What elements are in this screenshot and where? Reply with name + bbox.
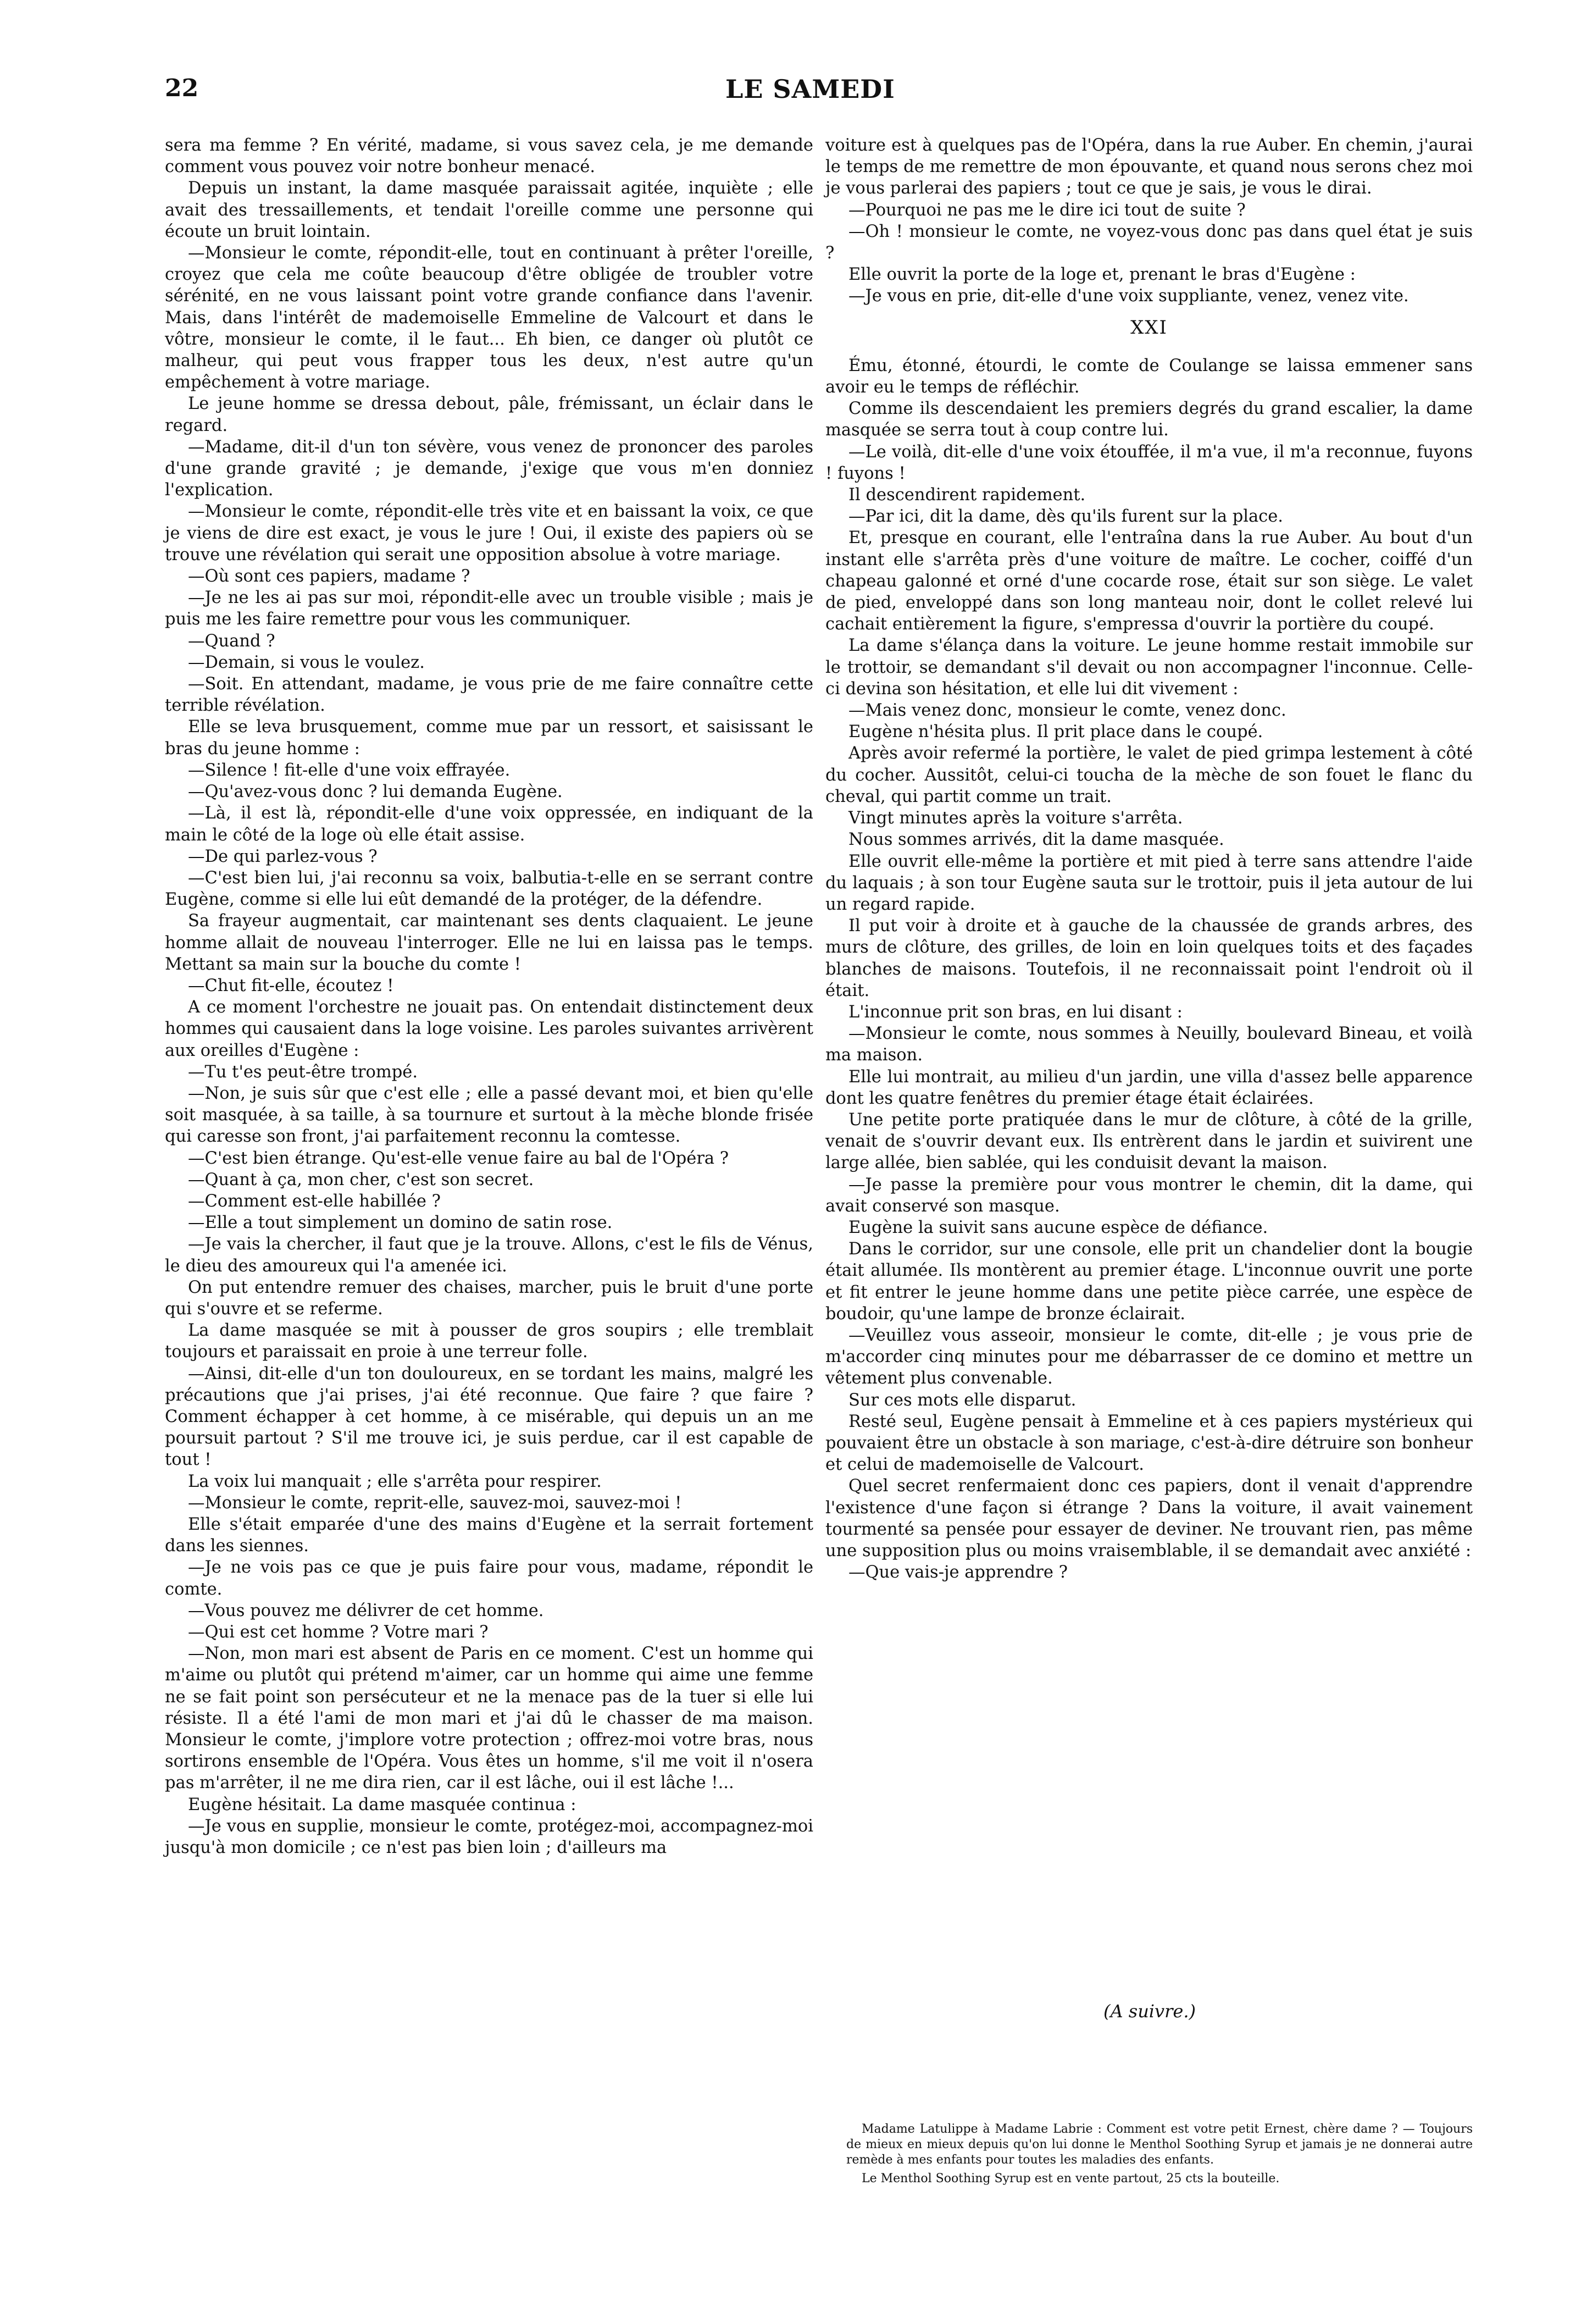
paragraph: Ému, étonné, étourdi, le comte de Coulange se laissa emmener sans avoir eu le temps de réfléchir.	[825, 356, 1473, 397]
paragraph: —Où sont ces papiers, madame ?	[188, 567, 470, 586]
paragraph: —Je vais la chercher, il faut que je la trouve. Allons, c'est le fils de Vénus, le dieu des amoureux qui l'a amenée ici.	[165, 1235, 813, 1276]
paragraph: —Comment est-elle habillée ?	[188, 1191, 441, 1211]
paragraph: —Je ne vois pas ce que je puis faire pour vous, madame, répondit le comte.	[165, 1558, 813, 1599]
paragraph: Elle ouvrit la porte de la loge et, prenant le bras d'Eugène :	[848, 265, 1356, 285]
paragraph: —Qu'avez-vous donc ? lui demanda Eugène.	[188, 782, 563, 802]
paragraph: —Monsieur le comte, répondit-elle très vite et en baissant la voix, ce que je viens de dire est exact, je vous le jure ! Oui, il existe des papiers où se trouve une révélation qui serait une opposition absolue à votre mariage.	[165, 502, 813, 565]
paragraph: —Par ici, dit la dame, dès qu'ils furent sur la place.	[848, 507, 1284, 527]
paragraph: A ce moment l'orchestre ne jouait pas. On entendait distinctement deux hommes qui causaient dans la loge voisine. Les paroles suivantes arrivèrent aux oreilles d'Eugène :	[165, 998, 813, 1060]
paragraph: Après avoir refermé la portière, le valet de pied grimpa lestement à côté du cocher. Aussitôt, celui-ci toucha de la mèche de son fouet le flanc du cheval, qui partit comme un trait.	[825, 744, 1473, 806]
paragraph: —Que vais-je apprendre ?	[848, 1563, 1068, 1582]
advertisement	[846, 2122, 1473, 2190]
paragraph: Il descendirent rapidement.	[848, 485, 1086, 505]
paragraph: Depuis un instant, la dame masquée paraissait agitée, inquiète ; elle avait des tressaillements, et tendait l'oreille comme une personne qui écoute un bruit lointain.	[165, 179, 813, 241]
paragraph: Nous sommes arrivés, dit la dame masquée.	[848, 830, 1224, 850]
page-number: 22	[165, 74, 199, 102]
paragraph: La dame masquée se mit à pousser de gros soupirs ; elle tremblait toujours et paraissait en proie à une terreur folle.	[165, 1321, 813, 1362]
paragraph: —Soit. En attendant, madame, je vous prie de me faire connaître cette terrible révélation.	[165, 674, 813, 716]
paragraph: Resté seul, Eugène pensait à Emmeline et à ces papiers mystérieux qui pouvaient être un obstacle à son mariage, c'est-à-dire détruire son bonheur et celui de mademoiselle de Valcourt.	[825, 1412, 1473, 1475]
paragraph: sera ma femme ? En vérité, madame, si vous savez cela, je me demande comment vous pouvez voir notre bonheur menacé.	[165, 136, 813, 177]
paragraph: —Monsieur le comte, reprit-elle, sauvez-moi, sauvez-moi !	[188, 1493, 682, 1513]
paragraph: —Monsieur le comte, nous sommes à Neuilly, boulevard Bineau, et voilà ma maison.	[825, 1024, 1473, 1065]
paragraph: La dame s'élança dans la voiture. Le jeune homme restait immobile sur le trottoir, se demandant s'il devait ou non accompagner l'inconnue. Celle-ci devina son hésitation, et elle lui dit vivement :	[825, 636, 1473, 699]
paragraph: —Non, mon mari est absent de Paris en ce moment. C'est un homme qui m'aime ou plutôt qui prétend m'aimer, car un homme qui aime une femme ne se fait point son persécuteur et ne la menace pas de la tuer si elle lui résiste. Il a été l'ami de mon mari et j'ai dû le chasser de ma maison. Monsieur le comte, j'implore votre protection ; offrez-moi votre bras, nous sortirons ensemble de l'Opéra. Vous êtes un homme, s'il me voit il n'osera pas m'arrêter, il ne me dira rien, car il est lâche, oui il est lâche !...	[165, 1644, 813, 1793]
paragraph: —Je ne les ai pas sur moi, répondit-elle avec un trouble visible ; mais je puis me les faire remettre pour vous les communiquer.	[165, 588, 813, 629]
paragraph: —Silence ! fit-elle d'une voix effrayée.	[188, 760, 511, 780]
paragraph: —C'est bien étrange. Qu'est-elle venue faire au bal de l'Opéra ?	[188, 1148, 729, 1168]
paragraph: —Qui est cet homme ? Votre mari ?	[188, 1623, 489, 1642]
paragraph: voiture est à quelques pas de l'Opéra, dans la rue Auber. En chemin, j'aurai le temps de me remettre de mon épouvante, et quand nous serons chez moi je vous parlerai des papiers ; tout ce que je sais, je vous le dirai.	[825, 136, 1473, 198]
paragraph: —Je vous en supplie, monsieur le comte, protégez-moi, accompagnez-moi jusqu'à mon domicile ; ce n'est pas bien loin ; d'ailleurs ma	[165, 1816, 813, 1858]
paragraph: Elle s'était emparée d'une des mains d'Eugène et la serrait fortement dans les siennes.	[165, 1515, 813, 1556]
paragraph: —Là, il est là, répondit-elle d'une voix oppressée, en indiquant de la main le côté de la loge où elle était assise.	[165, 804, 813, 845]
paragraph: Sa frayeur augmentait, car maintenant ses dents claquaient. Le jeune homme allait de nouveau l'interroger. Elle ne lui en laissa pas le temps. Mettant sa main sur la bouche du comte !	[165, 911, 813, 974]
paragraph: Eugène la suivit sans aucune espèce de défiance.	[848, 1218, 1268, 1237]
left-column	[165, 135, 813, 1858]
paragraph: —Elle a tout simplement un domino de satin rose.	[188, 1213, 613, 1233]
paragraph: —Vous pouvez me délivrer de cet homme.	[188, 1601, 544, 1620]
page-title: LE SAMEDI	[725, 74, 895, 104]
paragraph: —Quand ?	[188, 631, 275, 651]
paragraph: —Je vous en prie, dit-elle d'une voix suppliante, venez, venez vite.	[848, 286, 1409, 306]
paragraph: Comme ils descendaient les premiers degrés du grand escalier, la dame masquée se serra tout à coup contre lui.	[825, 399, 1473, 440]
paragraph: —Madame, dit-il d'un ton sévère, vous venez de prononcer des paroles d'une grande gravité ; je demande, j'exige que vous m'en donniez l'explication.	[165, 437, 813, 500]
paragraph: On put entendre remuer des chaises, marcher, puis le bruit d'une porte qui s'ouvre et se referme.	[165, 1277, 813, 1319]
paragraph: —Ainsi, dit-elle d'un ton douloureux, en se tordant les mains, malgré les précautions que j'ai prises, j'ai été reconnue. Que faire ? que faire ? Comment échapper à cet homme, à ce misérable, qui depuis un an me poursuit partout ? S'il me trouve ici, je suis perdue, car il est capable de tout !	[165, 1364, 813, 1470]
paragraph: —Veuillez vous asseoir, monsieur le comte, dit-elle ; je vous prie de m'accorder cinq minutes pour me débarrasser de ce domino et mettre un vêtement plus convenable.	[825, 1325, 1473, 1388]
paragraph: Il put voir à droite et à gauche de la chaussée de grands arbres, des murs de clôture, des grilles, de loin en loin quelques toits et des façades blanches de maisons. Toutefois, il ne reconnaissait point l'endroit où il était.	[825, 916, 1473, 1000]
paragraph: Une petite porte pratiquée dans le mur de clôture, à côté de la grille, venait de s'ouvrir devant eux. Ils entrèrent dans le jardin et suivirent une large allée, bien sablée, qui les conduisit devant la maison.	[825, 1110, 1473, 1173]
paragraph: La voix lui manquait ; elle s'arrêta pour respirer.	[188, 1471, 602, 1491]
advertisement-footer: Le Menthol Soothing Syrup est en vente partout, 25 cts la bouteille.	[862, 2172, 1280, 2185]
chapter-heading: XXI	[1130, 316, 1168, 339]
to-be-continued: (A suivre.)	[1103, 2001, 1196, 2022]
paragraph: L'inconnue prit son bras, en lui disant :	[848, 1002, 1183, 1022]
paragraph: —Demain, si vous le voulez.	[188, 652, 425, 672]
paragraph: —Le voilà, dit-elle d'une voix étouffée, il m'a vue, il m'a reconnue, fuyons ! fuyons !	[825, 442, 1473, 483]
paragraph: Elle se leva brusquement, comme mue par un ressort, et saisissant le bras du jeune homme :	[165, 717, 813, 759]
paragraph: —Non, je suis sûr que c'est elle ; elle a passé devant moi, et bien qu'elle soit masquée, à sa taille, à sa tournure et surtout à la mèche blonde frisée qui caresse son front, j'ai parfaitement reconnu la comtesse.	[165, 1083, 813, 1147]
paragraph: —Je passe la première pour vous montrer le chemin, dit la dame, qui avait conservé son masque.	[825, 1175, 1473, 1216]
paragraph: —Monsieur le comte, répondit-elle, tout en continuant à prêter l'oreille, croyez que cela me coûte beaucoup d'être obligée de troubler votre sérénité, en ne vous laissant point votre grande confiance dans l'avenir. Mais, dans l'intérêt de mademoiselle Emmeline de Valcourt et dans le vôtre, monsieur le comte, il le faut... Eh bien, ce danger où plutôt ce malheur, qui peut vous frapper tous les deux, n'est autre qu'un empêchement à votre mariage.	[165, 244, 813, 392]
paragraph: Et, presque en courant, elle l'entraîna dans la rue Auber. Au bout d'un instant elle s'arrêta près d'une voiture de maître. Le cocher, coiffé d'un chapeau galonné et orné d'une cocarde rose, était sur son siège. Le valet de pied, enveloppé dans son long manteau noir, dont le collet relevé lui cachait entièrement la figure, s'empressa d'ouvrir la portière du coupé.	[825, 528, 1473, 634]
paragraph: —Quant à ça, mon cher, c'est son secret.	[188, 1170, 534, 1189]
paragraph: —Pourquoi ne pas me le dire ici tout de suite ?	[848, 200, 1246, 220]
paragraph: Le jeune homme se dressa debout, pâle, frémissant, un éclair dans le regard.	[165, 394, 813, 435]
paragraph: Elle ouvrit elle-même la portière et mit pied à terre sans attendre l'aide du laquais ; à son tour Eugène sauta sur le trottoir, puis il jeta autour de lui un regard rapide.	[825, 851, 1473, 914]
right-column	[825, 135, 1473, 1583]
paragraph: Dans le corridor, sur une console, elle prit un chandelier dont la bougie était allumée. Ils montèrent au premier étage. L'inconnue ouvrit une porte et fit entrer le jeune homme dans une petite pièce carrée, une espèce de boudoir, qu'une lampe de bronze éclairait.	[825, 1240, 1473, 1324]
paragraph: Quel secret renfermaient donc ces papiers, dont il venait d'apprendre l'existence d'une façon si étrange ? Dans la voiture, il avait vainement tourmenté sa pensée pour essayer de deviner. Ne trouvant rien, pas même une supposition plus ou moins vraisemblable, il se demandait avec anxiété :	[825, 1476, 1473, 1561]
paragraph: —De qui parlez-vous ?	[188, 846, 378, 866]
paragraph: Vingt minutes après la voiture s'arrêta.	[848, 809, 1183, 828]
paragraph: —Tu t'es peut-être trompé.	[188, 1062, 418, 1082]
paragraph: Eugène hésitait. La dame masquée continua :	[188, 1795, 576, 1814]
paragraph: —Chut fit-elle, écoutez !	[188, 976, 394, 995]
paragraph: Elle lui montrait, au milieu d'un jardin, une villa d'assez belle apparence dont les quatre fenêtres du premier étage était éclairées.	[825, 1067, 1473, 1108]
paragraph: —C'est bien lui, j'ai reconnu sa voix, balbutia-t-elle en se serrant contre Eugène, comme si elle lui eût demandé de la protéger, de la défendre.	[165, 868, 813, 910]
paragraph: —Oh ! monsieur le comte, ne voyez-vous donc pas dans quel état je suis ?	[825, 222, 1473, 263]
paragraph: Sur ces mots elle disparut.	[848, 1390, 1077, 1410]
paragraph: Eugène n'hésita plus. Il prit place dans le coupé.	[848, 722, 1263, 742]
advertisement-text: Madame Latulippe à Madame Labrie : Comment est votre petit Ernest, chère dame ? — Toujours de mieux en mieux depuis qu'on lui donne le Menthol Soothing Syrup et jamais je ne donnerai autre remède à mes enfants pour toutes les maladies des enfants.	[846, 2122, 1473, 2167]
paragraph: —Mais venez donc, monsieur le comte, venez donc.	[848, 701, 1286, 721]
